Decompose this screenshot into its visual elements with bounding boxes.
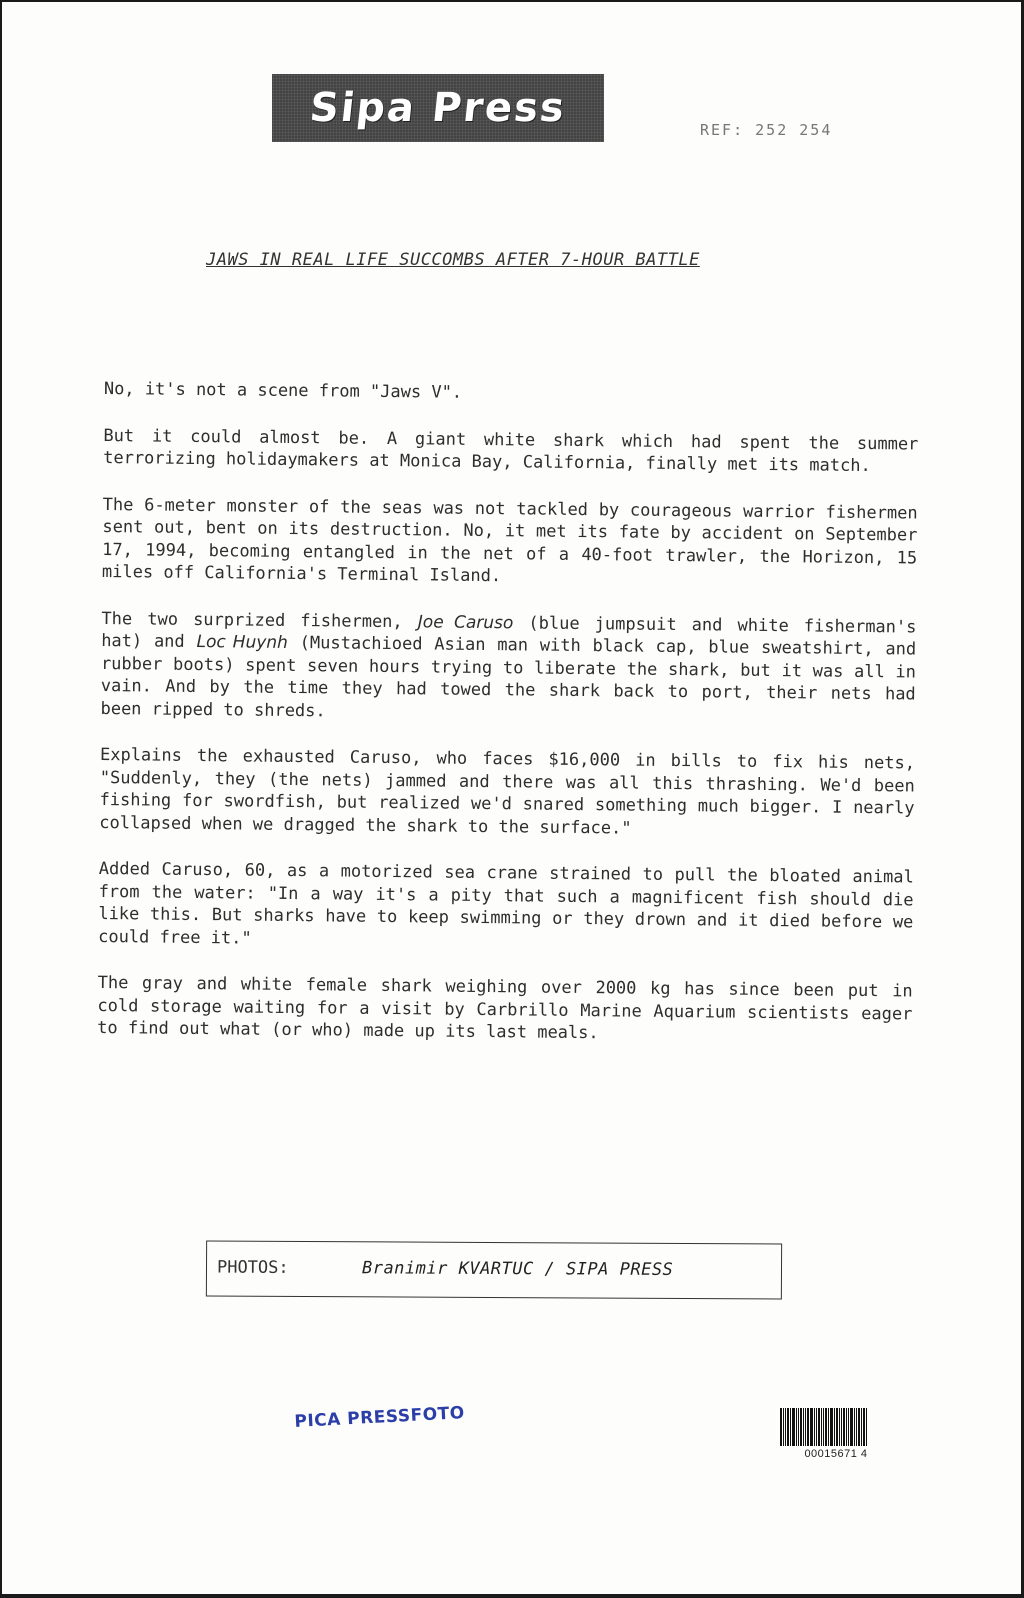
barcode bbox=[780, 1408, 892, 1460]
paragraph-7: The gray and white female shark weighing over 2000 kg has since been put in cold storage waiting for a visit by Carbrillo Marine Aquarium scientists eager to find out what (or who) made up its last meals. bbox=[97, 972, 913, 1044]
reference-number: REF: 252 254 bbox=[700, 121, 833, 139]
paragraph-4-text-b: (blue jumpsuit and white fisherman's hat) and bbox=[101, 612, 917, 652]
paragraph-5: Explains the exhausted Caruso, who faces $16,000 in bills to fix his nets, "Suddenly, they (the nets) jammed and there was all this thrashing. We'd been fishing for swordfish, but realized we'd snared something much bigger. I nearly collapsed when we dragged the shark to the surface." bbox=[99, 744, 916, 839]
photo-credit-box bbox=[206, 1240, 782, 1299]
paragraph-2: But it could almost be. A giant white shark which had spent the summer terrorizing holidaymakers at Monica Bay, California, finally met its match. bbox=[103, 425, 919, 477]
pica-pressfoto-stamp: PICA PRESSFOTO bbox=[294, 1403, 466, 1432]
paragraph-6: Added Caruso, 60, as a motorized sea crane strained to pull the bloated animal from the water: "In a way it's a pity that such a magnificent fish should die like this. But sharks have to keep swimming or they drown and it died before we could free it." bbox=[98, 858, 914, 949]
name-joe-caruso: Joe Caruso bbox=[417, 611, 514, 633]
paragraph-4 bbox=[100, 607, 916, 728]
document-page bbox=[2, 2, 1021, 1594]
name-loc-huynh: Loc Huynh bbox=[196, 631, 288, 653]
photos-label: PHOTOS: bbox=[216, 1257, 289, 1278]
paragraph-3: The 6-meter monster of the seas was not tackled by courageous warrior fishermen sent out, bent on its destruction. No, it met its fate by accident on September 17, 1994, becoming entangled in the net of a 40-foot trawler, the Horizon, 15 miles off California's Terminal Island. bbox=[101, 494, 918, 587]
headline: JAWS IN REAL LIFE SUCCOMBS AFTER 7-HOUR BATTLE bbox=[206, 250, 700, 270]
sipa-press-logo bbox=[272, 74, 604, 142]
logo-text: Sipa Press bbox=[307, 85, 569, 131]
paragraph-4-text-c: (Mustachioed Asian man with black cap, blue sweatshirt, and rubber boots) spent seven hours trying to liberate the shark, but it was all in vain. And by the time they had towed the shark back to port, their nets had been ripped to shreds. bbox=[100, 632, 917, 721]
paragraph-4-text-a: The two surprized fishermen, bbox=[101, 608, 418, 632]
barcode-number: 00015671 4 bbox=[804, 1448, 868, 1460]
barcode-bars bbox=[780, 1408, 892, 1446]
article-body bbox=[97, 378, 919, 1072]
paragraph-1: No, it's not a scene from "Jaws V". bbox=[103, 378, 463, 403]
photo-credit: Branimir KVARTUC / SIPA PRESS bbox=[361, 1258, 674, 1280]
